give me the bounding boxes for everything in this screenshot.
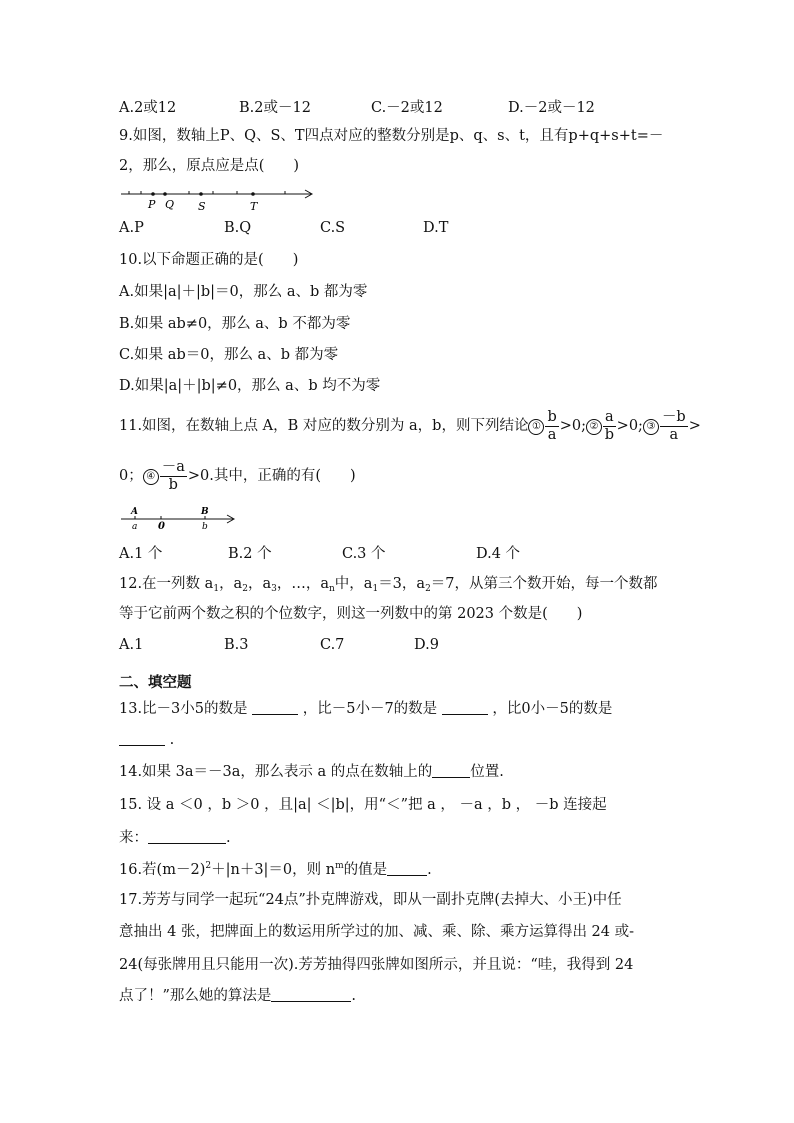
q11-circle-4: ④ xyxy=(143,469,159,485)
q11-circle-2: ② xyxy=(586,419,602,435)
q12-text-2: ，a xyxy=(219,576,243,592)
q13-text-2: ，比－5小－7的数是 xyxy=(302,701,438,717)
q11-option-a: A.1 个 xyxy=(119,546,163,562)
q11-frac-4-num: －a xyxy=(161,458,185,475)
q16-end: . xyxy=(427,862,432,878)
q11-option-d: D.4 个 xyxy=(476,546,521,562)
q11-frac-4-den: b xyxy=(168,476,178,493)
q9-label-p: P xyxy=(148,198,156,211)
q13-blank-2[interactable] xyxy=(442,700,488,715)
q12-option-d: D.9 xyxy=(414,637,439,653)
q11-tail-text: >0.其中，正确的有( ) xyxy=(187,468,356,484)
q16-sup-1: 2 xyxy=(205,861,212,871)
q14-blank[interactable] xyxy=(432,763,470,778)
q12-sub-5: 1 xyxy=(372,584,379,594)
q11-stem-line2 xyxy=(119,458,356,494)
q12-text-4: ，…，a xyxy=(276,576,329,592)
q9-stem-line2: 2，那么，原点应是点( ) xyxy=(119,158,300,174)
q10-option-b: B.如果 ab≠0，那么 a、b 不都为零 xyxy=(119,316,351,332)
q13-text-3: ，比0小－5的数是 xyxy=(492,701,613,717)
q11-frac-3-den: a xyxy=(669,426,679,443)
q11-axis-label-B: B xyxy=(201,507,209,517)
q11-axis-label-a: a xyxy=(132,522,138,531)
q9-label-s: S xyxy=(198,200,206,211)
q11-option-c: C.3 个 xyxy=(342,546,386,562)
q11-frac-2-den: b xyxy=(604,426,614,443)
q10-stem: 10.以下命题正确的是( ) xyxy=(119,252,299,268)
q9-option-a: A.P xyxy=(119,220,144,236)
q12-text-1: 12.在一列数 a xyxy=(119,576,214,592)
q11-frac-1-num: b xyxy=(547,408,557,425)
q16-text-3: 的值是 xyxy=(343,862,388,878)
q11-option-b: B.2 个 xyxy=(228,546,272,562)
q11-stem-line1 xyxy=(119,408,701,444)
q11-stem-text: 11.如图，在数轴上点 A，B 对应的数分别为 a，b，则下列结论 xyxy=(119,418,529,434)
q9-number-line-figure xyxy=(119,183,319,211)
q8-option-a: A.2或12 xyxy=(119,100,177,116)
q17-end: . xyxy=(351,988,357,1004)
q9-label-q: Q xyxy=(165,198,175,211)
q11-gt-2: >0; xyxy=(616,418,643,434)
q9-stem-line1: 9.如图，数轴上P、Q、S、T四点对应的整数分别是p、q、s、t，且有p+q+s+t=－ xyxy=(119,128,664,144)
q14-text-1: 14.如果 3a＝－3a，那么表示 a 的点在数轴上的 xyxy=(119,764,433,780)
q12-sub-2: 2 xyxy=(242,584,248,594)
q11-frac-2-num: a xyxy=(605,408,614,425)
q12-sub-4: n xyxy=(329,584,335,594)
q13-end: . xyxy=(169,732,175,748)
q16-sup-2: m xyxy=(335,861,344,871)
q11-axis-label-zero: 0 xyxy=(158,521,165,531)
q12-option-a: A.1 xyxy=(119,637,144,653)
q12-option-b: B.3 xyxy=(224,637,249,653)
q11-axis-label-b: b xyxy=(202,522,208,531)
q17-text-4: 点了！”那么她的算法是 xyxy=(119,988,272,1004)
q8-option-c: C.－2或12 xyxy=(371,100,443,116)
q12-text-7: ＝7，从第三个数开始，每一个数都 xyxy=(430,576,658,592)
q12-text-6: ＝3，a xyxy=(378,576,426,592)
q17-line2: 意抽出 4 张，把牌面上的数运用所学过的加、减、乘、除、乘方运算得出 24 或- xyxy=(119,924,635,940)
q8-option-b: B.2或－12 xyxy=(239,100,311,116)
q12-sub-6: 2 xyxy=(425,584,431,594)
q12-text-3: ，a xyxy=(247,576,272,592)
q9-option-d: D.T xyxy=(423,220,449,236)
q13-text-1: 13.比－3小5的数是 xyxy=(119,701,248,717)
q15-blank[interactable] xyxy=(148,829,226,844)
section-heading-fill-blank: 二、填空题 xyxy=(119,675,192,691)
q13-blank-1[interactable] xyxy=(252,700,298,715)
q11-frac-4 xyxy=(160,459,187,494)
q17-blank[interactable] xyxy=(271,987,351,1002)
q11-axis-label-A: A xyxy=(131,507,138,517)
q11-gt-3: > xyxy=(688,418,701,434)
q13-blank-3[interactable] xyxy=(119,731,165,746)
q15-end: . xyxy=(226,830,231,846)
q15-text-2: 来： xyxy=(119,830,148,846)
q14-line xyxy=(119,762,504,782)
q12-sub-3: 3 xyxy=(271,584,277,594)
q12-option-c: C.7 xyxy=(320,637,345,653)
q10-option-c: C.如果 ab＝0，那么 a、b 都为零 xyxy=(119,347,339,363)
q16-text-1: 16.若(m－2) xyxy=(119,862,206,878)
q16-text-2: ＋|n＋3|＝0，则 n xyxy=(211,862,336,878)
q11-number-line-figure xyxy=(119,503,244,531)
q16-blank[interactable] xyxy=(387,861,427,876)
q11-frac-2 xyxy=(603,409,616,444)
q12-sub-1: 1 xyxy=(213,584,220,594)
q11-zero-text: 0； xyxy=(119,468,143,484)
q12-stem-line1 xyxy=(119,574,658,599)
q13-line2 xyxy=(119,730,174,750)
q15-line2 xyxy=(119,828,231,848)
q17-line1: 17.芳芳与同学一起玩“24点”扑克牌游戏，即从一副扑克牌(去掉大、小王)中任 xyxy=(119,892,622,908)
q11-frac-3 xyxy=(660,409,688,444)
q12-stem-line2: 等于它前两个数之积的个位数字，则这一列数中的第 2023 个数是( ) xyxy=(119,606,583,622)
q11-frac-1 xyxy=(545,409,558,444)
q10-option-a: A.如果|a|＋|b|＝0，那么 a、b 都为零 xyxy=(119,284,368,300)
q12-text-5: 中，a xyxy=(334,576,373,592)
q16-line xyxy=(119,856,432,880)
q11-circle-1: ① xyxy=(528,419,544,435)
q9-option-b: B.Q xyxy=(224,220,252,236)
q17-line4 xyxy=(119,986,356,1006)
q11-gt-1: >0; xyxy=(559,418,587,434)
q10-option-d: D.如果|a|＋|b|≠0，那么 a、b 均不为零 xyxy=(119,378,381,394)
q9-label-t: T xyxy=(250,200,258,211)
q11-frac-1-den: a xyxy=(547,426,557,443)
q15-line1: 15. 设 a ＜0 ，b ＞0 ，且|a| ＜|b|，用“＜”把 a ， －a ，b ， －b 连接起 xyxy=(119,797,607,813)
q13-line1 xyxy=(119,699,612,719)
q14-text-2: 位置. xyxy=(470,764,504,780)
q11-frac-3-num: －b xyxy=(661,408,686,425)
q11-circle-3: ③ xyxy=(643,419,659,435)
q17-line3: 24(每张牌用且只能用一次).芳芳抽得四张牌如图所示，并且说：“哇，我得到 24 xyxy=(119,957,634,973)
q9-option-c: C.S xyxy=(320,220,346,236)
q8-option-d: D.－2或－12 xyxy=(508,100,595,116)
